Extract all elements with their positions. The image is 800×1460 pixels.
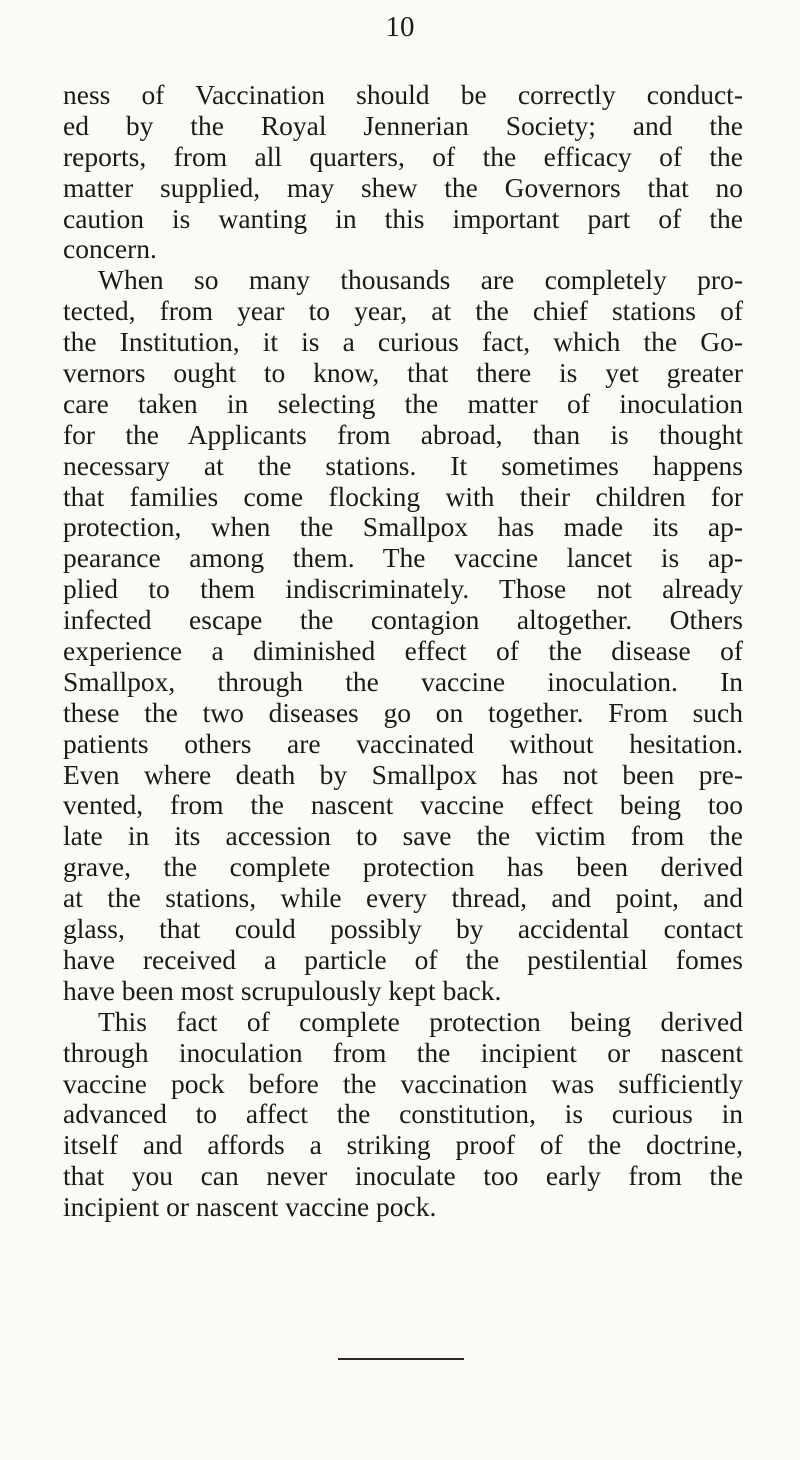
text-line: This fact of complete protection being derived bbox=[98, 1005, 743, 1037]
text-line: matter supplied, may shew the Governors that no bbox=[63, 171, 743, 203]
text-line: pearance among them. The vaccine lancet is ap- bbox=[63, 542, 743, 574]
text-line: that families come flocking with their children for bbox=[63, 480, 743, 512]
text-line: at the stations, while every thread, and point, and bbox=[63, 882, 743, 914]
text-line: vented, from the nascent vaccine effect being too bbox=[63, 789, 743, 821]
text-line: ed by the Royal Jennerian Society; and the bbox=[63, 109, 743, 141]
text-line: protection, when the Smallpox has made its ap- bbox=[63, 511, 743, 543]
page-number: 10 bbox=[385, 11, 415, 43]
text-line: late in its accession to save the victim from the bbox=[63, 820, 743, 852]
text-line: itself and affords a striking proof of the doctrine, bbox=[63, 1129, 743, 1161]
section-divider bbox=[338, 1358, 464, 1360]
text-line: vaccine pock before the vaccination was sufficiently bbox=[63, 1067, 743, 1099]
text-line: have received a particle of the pestilential fomes bbox=[63, 943, 743, 975]
text-line: the Institution, it is a curious fact, which the Go- bbox=[63, 326, 743, 358]
text-line: through inoculation from the incipient or nascent bbox=[63, 1036, 743, 1068]
text-line: concern. bbox=[63, 233, 157, 265]
text-line: glass, that could possibly by accidental contact bbox=[63, 913, 743, 945]
text-line: ness of Vaccination should be correctly conduct- bbox=[63, 79, 743, 110]
text-line: experience a diminished effect of the disease of bbox=[63, 635, 743, 667]
text-line: grave, the complete protection has been derived bbox=[63, 851, 743, 883]
text-line: incipient or nascent vaccine pock. bbox=[63, 1191, 437, 1223]
text-line: have been most scrupulously kept back. bbox=[63, 974, 502, 1006]
text-line: that you can never inoculate too early from the bbox=[63, 1160, 743, 1192]
text-line: these the two diseases go on together. From such bbox=[63, 696, 743, 728]
text-line: tected, from year to year, at the chief stations of bbox=[63, 295, 743, 327]
text-line: vernors ought to know, that there is yet greater bbox=[63, 357, 743, 389]
text-line: care taken in selecting the matter of inoculation bbox=[63, 387, 743, 419]
text-line: for the Applicants from abroad, than is thought bbox=[63, 418, 743, 450]
body-text bbox=[63, 80, 743, 1223]
text-line: plied to them indiscriminately. Those not already bbox=[63, 573, 743, 605]
text-line: advanced to affect the constitution, is curious in bbox=[63, 1098, 743, 1130]
text-line: When so many thousands are completely pro- bbox=[98, 264, 743, 296]
text-line: necessary at the stations. It sometimes happens bbox=[63, 449, 743, 481]
text-line: caution is wanting in this important part of the bbox=[63, 202, 743, 234]
text-line: reports, from all quarters, of the efficacy of the bbox=[63, 140, 743, 172]
text-line: Even where death by Smallpox has not been pre- bbox=[63, 758, 743, 790]
text-line: infected escape the contagion altogether. Others bbox=[63, 604, 743, 636]
text-line: patients others are vaccinated without hesitation. bbox=[63, 727, 743, 759]
text-line: Smallpox, through the vaccine inoculation. In bbox=[63, 665, 743, 697]
